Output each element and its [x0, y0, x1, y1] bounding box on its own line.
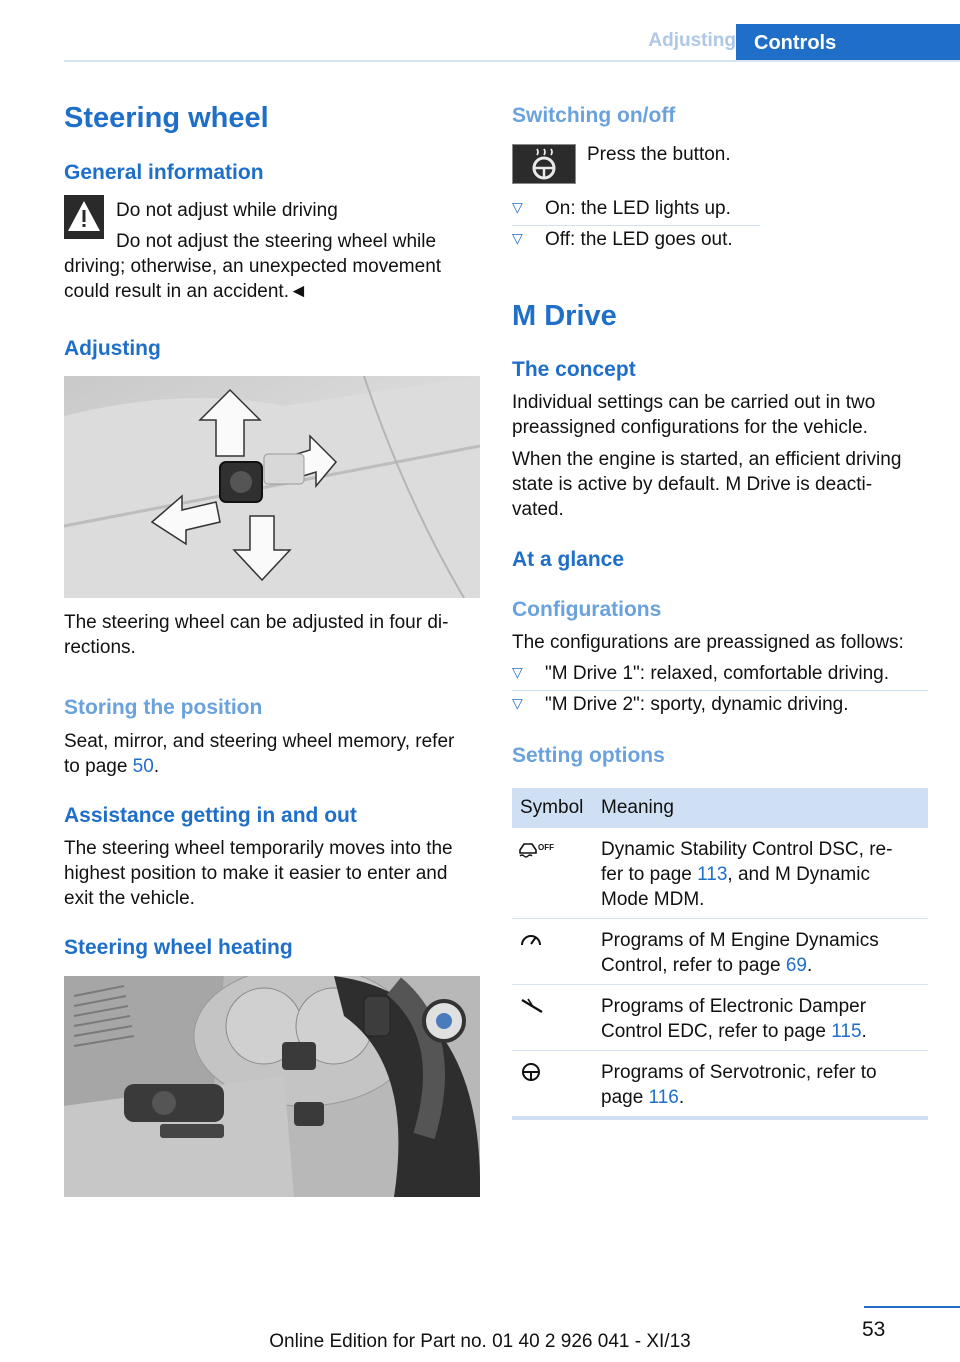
- storing-position-heading: Storing the position: [64, 696, 263, 719]
- assistance-heading: Assistance getting in and out: [64, 804, 357, 827]
- list-item: [512, 229, 733, 251]
- header-rule: [64, 60, 960, 62]
- warning-text-line: could result in an accident.◄: [64, 281, 308, 302]
- table-row: [512, 828, 928, 919]
- concept-text-line: state is active by default. M Drive is deacti-: [512, 474, 873, 495]
- general-information-heading: General information: [64, 161, 264, 184]
- setting-options-table: [512, 788, 928, 1120]
- row-meaning-line: [601, 953, 921, 978]
- column-header-meaning: Meaning: [601, 797, 674, 818]
- list-item: [512, 663, 889, 685]
- row-meaning-line: Programs of M Engine Dynamics: [601, 930, 879, 951]
- row-meaning: [601, 1060, 921, 1110]
- page-link-69[interactable]: 69: [785, 955, 807, 976]
- row-meaning: [601, 994, 921, 1044]
- concept-text-line: Individual settings can be carried out in two: [512, 392, 876, 413]
- warning-text-line: Do not adjust the steering wheel while: [116, 231, 437, 252]
- row-text: , and M Dynamic: [727, 864, 870, 885]
- table-row: [512, 919, 928, 985]
- setting-options-heading: Setting options: [512, 744, 665, 767]
- table-row: [512, 1051, 928, 1116]
- assistance-text-line: highest position to make it easier to enter and: [64, 863, 448, 884]
- storing-text-suffix: .: [153, 756, 160, 777]
- row-text: page: [601, 1087, 649, 1108]
- row-meaning-line: Dynamic Stability Control DSC, re-: [601, 839, 893, 860]
- column-header-symbol: Symbol: [520, 797, 584, 818]
- row-meaning: [601, 837, 921, 912]
- bullet-triangle-icon: ▽: [512, 695, 523, 711]
- table-bottom-rule: [512, 1116, 928, 1120]
- table-row: [512, 985, 928, 1051]
- configurations-text: The configurations are preassigned as follows:: [512, 632, 904, 653]
- list-divider: [512, 225, 760, 226]
- concept-heading: The concept: [512, 358, 636, 381]
- warning-title: Do not adjust while driving: [116, 200, 338, 221]
- m-drive-title: M Drive: [512, 300, 617, 332]
- storing-text-prefix: to page: [64, 756, 133, 777]
- list-item: [512, 198, 731, 220]
- list-item: [512, 694, 849, 716]
- steering-heating-button-icon: [512, 144, 576, 184]
- edition-footer: Online Edition for Part no. 01 40 2 926 041 - XI/13: [269, 1331, 691, 1352]
- header-section-label: Adjusting: [648, 30, 736, 51]
- page-number: 53: [862, 1318, 886, 1341]
- row-meaning-line: [601, 1085, 921, 1110]
- bullet-triangle-icon: ▽: [512, 199, 523, 215]
- svg-text:OFF: OFF: [538, 843, 554, 852]
- dsc-off-icon: [518, 840, 554, 858]
- assistance-text-line: exit the vehicle.: [64, 888, 195, 909]
- warning-icon: [64, 195, 104, 239]
- row-text: Control, refer to page: [601, 955, 786, 976]
- row-text: .: [678, 1087, 685, 1108]
- at-a-glance-heading: At a glance: [512, 548, 625, 571]
- page-link-115[interactable]: 115: [831, 1021, 862, 1042]
- table-header: [512, 788, 928, 828]
- list-item-text: "M Drive 2": sporty, dynamic driving.: [545, 694, 849, 715]
- list-item-text: Off: the LED goes out.: [545, 229, 733, 250]
- row-text: fer to page: [601, 864, 698, 885]
- concept-text-line: vated.: [512, 499, 564, 520]
- header-chapter-tab[interactable]: Controls: [736, 24, 960, 62]
- row-meaning: [601, 928, 921, 978]
- assistance-text-line: The steering wheel temporarily moves into the: [64, 838, 453, 859]
- concept-text-line: When the engine is started, an efficient driving: [512, 449, 902, 470]
- list-item-text: On: the LED lights up.: [545, 198, 731, 219]
- press-button-text: Press the button.: [587, 144, 731, 165]
- row-meaning-line: Mode MDM.: [601, 889, 705, 910]
- row-meaning-line: [601, 1019, 921, 1044]
- row-meaning-line: Programs of Electronic Damper: [601, 996, 867, 1017]
- storing-text-line: [64, 754, 159, 779]
- page-link-116[interactable]: 116: [648, 1087, 679, 1108]
- bullet-triangle-icon: ▽: [512, 664, 523, 680]
- concept-text-line: preassigned configurations for the vehicle.: [512, 417, 868, 438]
- footer-rule: [864, 1306, 960, 1308]
- adjusting-heading: Adjusting: [64, 337, 161, 360]
- adjusting-text-line: The steering wheel can be adjusted in four di-: [64, 612, 449, 633]
- steering-adjust-photo: [64, 376, 480, 598]
- steering-wheel-heating-heading: Steering wheel heating: [64, 936, 293, 959]
- list-item-text: "M Drive 1": relaxed, comfortable driving.: [545, 663, 890, 684]
- row-text: .: [806, 955, 813, 976]
- adjusting-text-line: rections.: [64, 637, 136, 658]
- warning-text-line: driving; otherwise, an unexpected movement: [64, 256, 442, 277]
- steering-wheel-icon: [518, 1063, 554, 1081]
- row-meaning-line: Programs of Servotronic, refer to: [601, 1062, 877, 1083]
- steering-heating-photo: [64, 976, 480, 1197]
- switching-heading: Switching on/off: [512, 104, 676, 127]
- steering-wheel-title: Steering wheel: [64, 102, 269, 134]
- damper-icon: [518, 997, 554, 1015]
- storing-text-line: Seat, mirror, and steering wheel memory, refer: [64, 731, 455, 752]
- speedometer-icon: [518, 931, 554, 949]
- page-link-113[interactable]: 113: [697, 864, 728, 885]
- page-link-50[interactable]: 50: [132, 756, 154, 777]
- row-text: .: [861, 1021, 867, 1042]
- bullet-triangle-icon: ▽: [512, 230, 523, 246]
- row-meaning-line: [601, 862, 921, 887]
- configurations-heading: Configurations: [512, 598, 662, 621]
- list-divider: [512, 690, 928, 691]
- row-text: Control EDC, refer to page: [601, 1021, 832, 1042]
